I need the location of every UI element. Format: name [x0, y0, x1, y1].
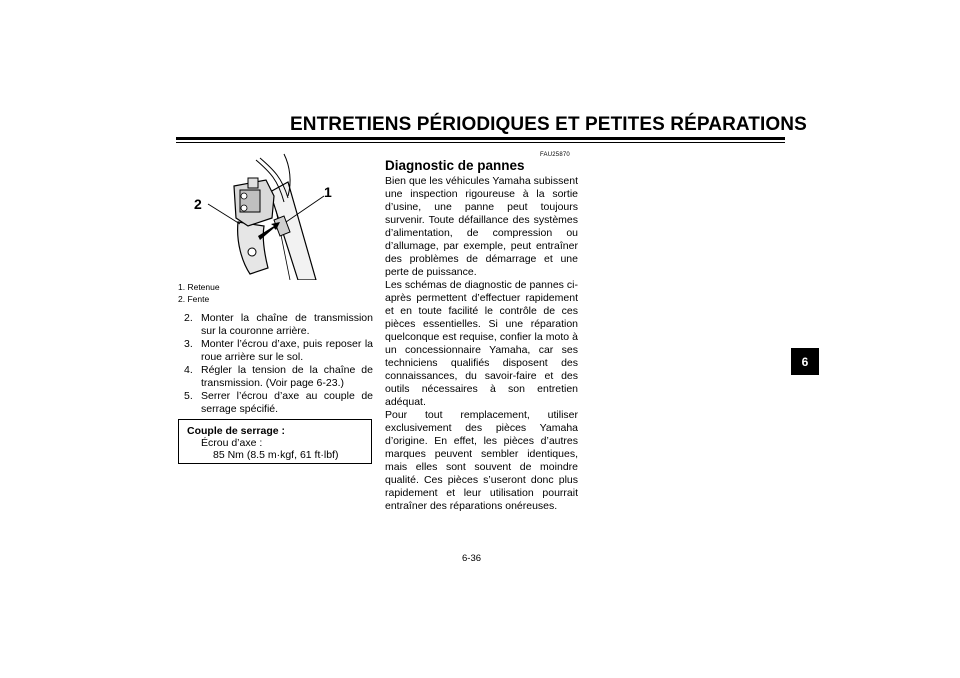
header-rule-thick — [176, 137, 785, 140]
body-paragraph: Les schémas de diagnostic de pannes ci-après permettent d’effectuer rapidement et en toute facilité le contrôle de ces pièces essentielles. Si une réparation quelconque est requise, confier la moto à un concessionnaire Yamaha, car ses techniciens qualifiés disposent des connaissances, du savoir-faire et des outils nécessaires à son entretien adéquat. — [385, 279, 578, 408]
step-text: Monter la chaîne de transmission sur la couronne arrière. — [201, 312, 373, 337]
step-text: Monter l’écrou d’axe, puis reposer la roue arrière sur le sol. — [201, 338, 373, 363]
torque-spec-box — [178, 419, 372, 464]
caliper-drawing — [178, 152, 373, 280]
page-number: 6-36 — [462, 553, 482, 564]
procedure-steps — [184, 312, 373, 416]
step-number: 4. — [184, 364, 193, 376]
step-number: 3. — [184, 338, 193, 350]
section-code: FAU25870 — [540, 152, 570, 158]
section-body — [385, 175, 578, 513]
body-paragraph: Pour tout remplacement, utiliser exclusivement des pièces Yamaha d’origine. En effet, les pièces d’autres marques peuvent sembler identiques, mais elles sont souvent de moindre qualité. Ces pièces s’useront donc plus rapidement et leur utilisation pourrait entraîner des réparations onéreuses. — [385, 409, 578, 512]
step-item — [184, 312, 373, 338]
caliper-illustration — [178, 152, 373, 280]
chapter-tab: 6 — [791, 348, 819, 375]
torque-label: Écrou d’axe : — [201, 437, 263, 449]
step-text: Régler la tension de la chaîne de transmission. (Voir page 6-23.) — [201, 364, 373, 389]
body-paragraph: Bien que les véhicules Yamaha subissent une inspection rigoureuse à la sortie d’usine, une panne peut toujours survenir. Toute défaillance des systèmes d’alimentation, de compression ou d’allumage, par exemple, peut entraîner des problèmes de démarrage et une perte de puissance. — [385, 175, 578, 278]
step-item — [184, 338, 373, 364]
page-header-title: ENTRETIENS PÉRIODIQUES ET PETITES RÉPARATIONS — [290, 114, 807, 135]
figure-captions — [178, 281, 220, 305]
step-number: 2. — [184, 312, 193, 324]
section-title: Diagnostic de pannes — [385, 158, 525, 173]
torque-title: Couple de serrage : — [187, 425, 286, 437]
step-item — [184, 390, 373, 416]
callout-2: 2 — [194, 196, 202, 212]
step-text: Serrer l’écrou d’axe au couple de serrage spécifié. — [201, 390, 373, 415]
step-item — [184, 364, 373, 390]
caption-item: 1. Retenue — [178, 282, 220, 292]
header-rule-thin — [176, 142, 785, 143]
caption-item: 2. Fente — [178, 294, 210, 304]
callout-1: 1 — [324, 184, 332, 200]
torque-value: 85 Nm (8.5 m·kgf, 61 ft·lbf) — [213, 449, 339, 461]
step-number: 5. — [184, 390, 193, 402]
